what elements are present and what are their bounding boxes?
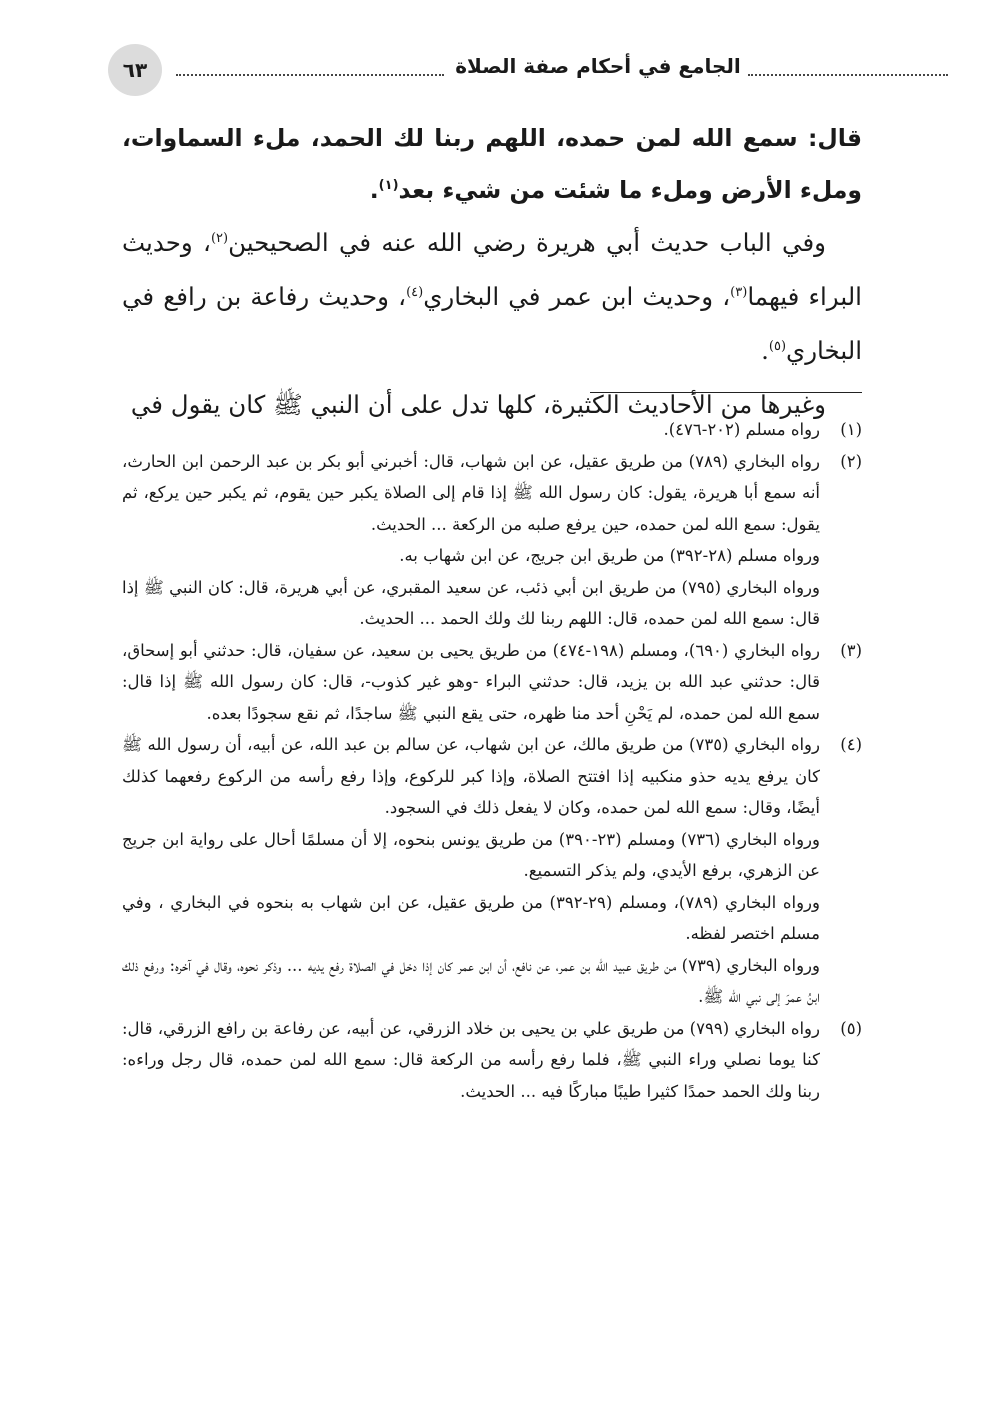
footnote-paragraph: ورواه البخاري (٧٣٩) من طريق عبيد الله بن عمر، عن نافع، أن ابن عمر كان إذا دخل في الصلاة رفع يديه ... وذكر نحوه، وقال في آخره: ورفع ذلك ابنُ عمرَ إلى نبي الله ﷺ.: [122, 955, 820, 1006]
footnote-body: [122, 635, 820, 730]
hadith-quote-text: قال: سمع الله لمن حمده، اللهم ربنا لك الحمد، ملء السماوات، وملء الأرض وملء ما شئت من شيء بعد: [122, 124, 862, 204]
footnote-number: (٤): [840, 735, 862, 754]
footnote-paragraph: ورواه البخاري (٧٩٥) من طريق ابن أبي ذئب، عن سعيد المقبري، عن أبي هريرة، قال: كان النبي ﷺ إذا قال: سمع الله لمن حمده، قال: اللهم ربنا لك ولك الحمد ... الحديث.: [122, 577, 820, 628]
footnote-4: [122, 729, 862, 1013]
footnote-5: [122, 1013, 862, 1108]
paragraph-chapter-hadiths: [122, 216, 862, 378]
footnote-ref-1: (١): [378, 178, 399, 194]
paragraph-text-a: وفي الباب حديث أبي هريرة رضي الله عنه في الصحيحين: [228, 228, 826, 257]
hadith-quote: [122, 112, 862, 216]
footnote-number: (٢): [840, 451, 862, 471]
footnote-body: [122, 729, 820, 1013]
footnote-body: [122, 414, 820, 446]
footnote-paragraph: رواه البخاري (٦٩٠)، ومسلم (١٩٨-٤٧٤) من طريق يحيى بن سعيد، عن سفيان، قال: حدثني أبو إسحاق، قال: حدثني عبد الله بن يزيد، قال: حدثني البراء -وهو غير كذوب-، قال: كان رسول الله ﷺ إذا قال: سمع الله لمن حمده، لم يَحْنِ أحد منا ظهره، حتى يقع النبي ﷺ ساجدًا، ثم نقع سجودًا بعده.: [122, 640, 820, 723]
footnote-1: [122, 414, 862, 446]
footnote-paragraph: رواه مسلم (٢٠٢-٤٧٦).: [663, 420, 820, 439]
header-dotted-rule-right: [748, 74, 948, 76]
footnote-3: [122, 635, 862, 730]
footnote-body: [122, 1013, 820, 1108]
footnote-paragraph: ورواه البخاري (٧٨٩)، ومسلم (٢٩-٣٩٢) من طريق عقيل، عن ابن شهاب به بنحوه في البخاري ، وفي مسلم اختصر لفظه.: [122, 892, 820, 943]
footnote-ref-3: (٣): [730, 284, 748, 300]
paragraph-text-c: ، وحديث ابن عمر في البخاري: [423, 282, 731, 311]
footnote-ref-5: (٥): [768, 338, 787, 354]
footnote-paragraph: ورواه مسلم (٢٨-٣٩٢) من طريق ابن جريج، عن ابن شهاب به.: [399, 546, 820, 565]
paragraph-text-b: ، وحديث البراء فيهما: [122, 228, 862, 311]
footnote-number: (١): [840, 420, 862, 439]
header-dotted-rule-left: [176, 74, 444, 76]
footnote-number: (٣): [840, 640, 862, 660]
footnote-ref-4: (٤): [406, 284, 424, 300]
footnote-paragraph: رواه البخاري (٧٨٩) من طريق عقيل، عن ابن شهاب، قال: أخبرني أبو بكر بن عبد الرحمن ابن الحارث، أنه سمع أبا هريرة، يقول: كان رسول الله ﷺ إذا قام إلى الصلاة يكبر حين يقوم، ثم يكبر حين يركع، ثم يقول: سمع الله لمن حمده، حين يرفع صلبه من الركعة ... الحديث.: [122, 451, 820, 534]
footnote-number: (٥): [840, 1018, 862, 1038]
footnote-paragraph: ورواه البخاري (٧٣٦) ومسلم (٢٣-٣٩٠) من طريق يونس بنحوه، إلا أن مسلمًا أحال على رواية ابن جريج عن الزهري، برفع الأيدي، ولم يذكر التسميع.: [122, 829, 820, 880]
paragraph-other-hadiths: وغيرها من الأحاديث الكثيرة، كلها تدل على أن النبي ﷺ كان يقول في: [130, 390, 826, 419]
paragraph-text-e: .: [761, 336, 769, 365]
footnote-body: [122, 446, 820, 635]
footnote-ref-2: (٢): [210, 230, 229, 246]
footnote-paragraph: رواه البخاري (٧٩٩) من طريق علي بن يحيى بن خلاد الزرقي، عن أبيه، عن رفاعة بن رافع الزرقي، قال: كنا يوما نصلي وراء النبي ﷺ، فلما رفع رأسه من الركعة قال: سمع الله لمن حمده، قال رجل وراءه: ربنا ولك الحمد حمدًا كثيرا طيبًا مباركًا فيه ... الحديث.: [122, 1018, 820, 1101]
footnote-2: [122, 446, 862, 635]
quote-end: .: [369, 176, 379, 204]
page-number: ٦٣: [108, 44, 162, 96]
book-title: الجامع في أحكام صفة الصلاة: [455, 54, 741, 78]
page-header: [108, 44, 848, 96]
footnote-separator: [590, 392, 862, 393]
footnote-paragraph: رواه البخاري (٧٣٥) من طريق مالك، عن ابن شهاب، عن سالم بن عبد الله، عن أبيه، أن رسول الله ﷺ كان يرفع يديه حذو منكبيه إذا افتتح الصلاة، وإذا كبر للركوع، وإذا رفع رأسه من الركوع رفعهما كذلك أيضًا، وقال: سمع الله لمن حمده، وكان لا يفعل ذلك في السجود.: [122, 735, 820, 817]
footnotes: [122, 414, 862, 1107]
paragraph-text-d: ، وحديث رفاعة بن رافع في البخاري: [122, 282, 862, 365]
main-text: [122, 112, 862, 432]
